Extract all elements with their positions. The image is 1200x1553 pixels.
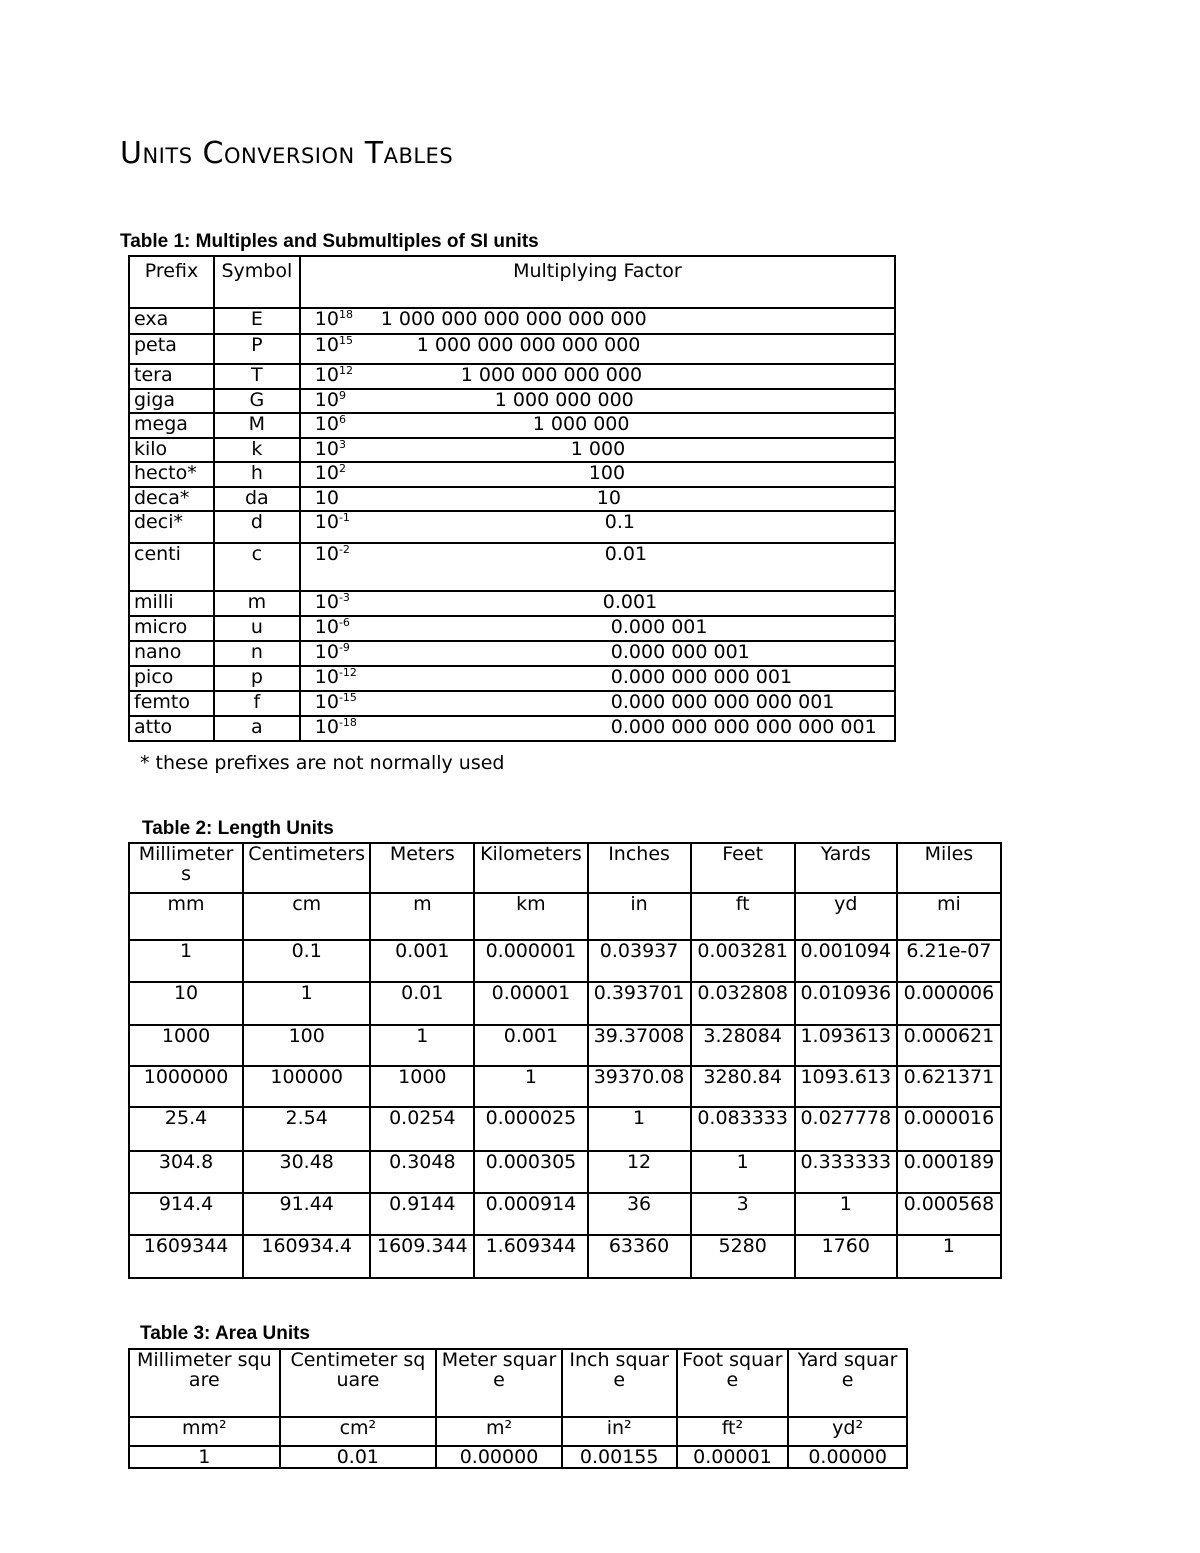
length-value-cell: 1 <box>129 940 243 982</box>
factor-cell <box>300 691 895 716</box>
length-value-cell: 0.01 <box>370 982 474 1025</box>
length-value-cell: 39.37008 <box>588 1025 691 1066</box>
factor-value: 0.000 000 000 000 001 <box>610 691 835 713</box>
table2-row <box>129 1066 1001 1107</box>
length-value-cell: 0.000025 <box>474 1107 587 1151</box>
length-value-cell: 0.001 <box>474 1025 587 1066</box>
power-exponent: -1 <box>338 511 350 524</box>
factor-cell <box>300 389 895 413</box>
table1-row <box>129 389 895 413</box>
power-exponent: 6 <box>338 413 346 426</box>
length-value-cell: 0.000568 <box>897 1193 1001 1235</box>
symbol-cell: k <box>214 438 300 462</box>
length-value-cell: 63360 <box>588 1235 691 1278</box>
table1-row <box>129 364 895 389</box>
power-base: 10 <box>314 364 339 386</box>
length-unit-header: Millimeters <box>129 843 243 893</box>
length-value-cell: 0.001094 <box>795 940 897 982</box>
prefix-cell: mega <box>129 413 214 438</box>
table2-row <box>129 1193 1001 1235</box>
area-unit-symbol: yd² <box>788 1417 907 1446</box>
factor-value: 1 000 000 000 000 000 000 <box>380 308 647 330</box>
length-unit-symbol: km <box>474 893 587 940</box>
length-value-cell: 0.393701 <box>588 982 691 1025</box>
length-value-cell: 30.48 <box>243 1151 370 1193</box>
length-unit-symbol: mi <box>897 893 1001 940</box>
power-base: 10 <box>314 487 339 509</box>
factor-cell <box>300 413 895 438</box>
table1-caption: Table 1: Multiples and Submultiples of SI units <box>120 231 539 252</box>
power-exponent: 9 <box>338 389 346 402</box>
length-value-cell: 160934.4 <box>243 1235 370 1278</box>
length-value-cell: 0.010936 <box>795 982 897 1025</box>
power-exponent: 2 <box>338 462 346 475</box>
power-of-ten <box>315 309 353 329</box>
prefix-cell: deca* <box>129 487 214 511</box>
power-exponent: -12 <box>338 666 357 679</box>
symbol-cell: u <box>214 616 300 641</box>
factor-value: 1 000 000 000 000 <box>460 364 643 386</box>
factor-value: 1 000 000 000 <box>494 389 634 411</box>
power-exponent: -18 <box>338 716 357 729</box>
table3-header-row <box>129 1349 907 1417</box>
power-base: 10 <box>314 543 339 565</box>
length-value-cell: 25.4 <box>129 1107 243 1151</box>
power-of-ten <box>315 512 350 532</box>
area-unit-header: Inch square <box>562 1349 677 1417</box>
length-value-cell: 1.609344 <box>474 1235 587 1278</box>
power-of-ten <box>315 335 353 355</box>
length-value-cell: 3.28084 <box>691 1025 795 1066</box>
power-base: 10 <box>314 716 339 738</box>
factor-cell <box>300 543 895 591</box>
power-exponent: -9 <box>338 641 350 654</box>
table1-header-prefix: Prefix <box>129 256 214 308</box>
table3-symbol-row <box>129 1417 907 1446</box>
power-of-ten <box>315 642 350 662</box>
symbol-cell: d <box>214 511 300 543</box>
length-value-cell: 1 <box>588 1107 691 1151</box>
power-of-ten <box>315 463 346 483</box>
length-value-cell: 1609344 <box>129 1235 243 1278</box>
length-value-cell: 1609.344 <box>370 1235 474 1278</box>
area-value-cell: 0.01 <box>280 1446 437 1468</box>
length-value-cell: 1 <box>243 982 370 1025</box>
power-exponent: 3 <box>338 438 346 451</box>
power-exponent: 12 <box>338 364 353 377</box>
table2-row <box>129 982 1001 1025</box>
table2-row <box>129 1235 1001 1278</box>
length-value-cell: 0.03937 <box>588 940 691 982</box>
factor-value: 0.1 <box>604 511 635 533</box>
length-value-cell: 0.000914 <box>474 1193 587 1235</box>
power-exponent: -6 <box>338 616 350 629</box>
length-unit-symbol: m <box>370 893 474 940</box>
prefix-cell: tera <box>129 364 214 389</box>
table1-row <box>129 413 895 438</box>
length-unit-symbol: yd <box>795 893 897 940</box>
length-value-cell: 10 <box>129 982 243 1025</box>
length-unit-symbol: in <box>588 893 691 940</box>
table1-row <box>129 616 895 641</box>
power-of-ten <box>315 692 357 712</box>
area-unit-header: Yard square <box>788 1349 907 1417</box>
power-of-ten <box>315 439 346 459</box>
table3-row <box>129 1446 907 1468</box>
length-value-cell: 3280.84 <box>691 1066 795 1107</box>
factor-cell <box>300 511 895 543</box>
prefix-cell: micro <box>129 616 214 641</box>
table1-row <box>129 438 895 462</box>
factor-cell <box>300 641 895 666</box>
power-exponent: -2 <box>338 543 350 556</box>
length-value-cell: 0.032808 <box>691 982 795 1025</box>
table1-row <box>129 641 895 666</box>
power-of-ten <box>315 592 350 612</box>
power-exponent: -15 <box>338 691 357 704</box>
table1-header-row <box>129 256 895 308</box>
power-exponent: -3 <box>338 591 350 604</box>
power-base: 10 <box>314 616 339 638</box>
length-value-cell: 0.000189 <box>897 1151 1001 1193</box>
length-value-cell: 0.027778 <box>795 1107 897 1151</box>
length-unit-symbol: ft <box>691 893 795 940</box>
table1-row <box>129 666 895 691</box>
length-value-cell: 1000 <box>370 1066 474 1107</box>
area-value-cell: 0.00001 <box>677 1446 789 1468</box>
power-of-ten <box>315 488 339 508</box>
area-unit-symbol: m² <box>436 1417 562 1446</box>
symbol-cell: T <box>214 364 300 389</box>
power-base: 10 <box>314 462 339 484</box>
length-value-cell: 1760 <box>795 1235 897 1278</box>
prefix-cell: milli <box>129 591 214 616</box>
factor-cell <box>300 487 895 511</box>
power-base: 10 <box>314 591 339 613</box>
length-value-cell: 3 <box>691 1193 795 1235</box>
area-value-cell: 0.00000 <box>436 1446 562 1468</box>
area-unit-header: Foot square <box>677 1349 789 1417</box>
symbol-cell: a <box>214 716 300 741</box>
area-unit-header: Meter square <box>436 1349 562 1417</box>
factor-value: 10 <box>596 487 621 509</box>
area-value-cell: 0.00155 <box>562 1446 677 1468</box>
power-base: 10 <box>314 641 339 663</box>
prefix-cell: atto <box>129 716 214 741</box>
factor-value: 0.000 000 000 000 000 001 <box>610 716 877 738</box>
prefix-cell: nano <box>129 641 214 666</box>
table2-symbol-row <box>129 893 1001 940</box>
power-of-ten <box>315 365 353 385</box>
length-value-cell: 0.000621 <box>897 1025 1001 1066</box>
factor-cell <box>300 308 895 334</box>
prefix-cell: hecto* <box>129 462 214 487</box>
length-value-cell: 0.000006 <box>897 982 1001 1025</box>
symbol-cell: M <box>214 413 300 438</box>
table1-footnote: * these prefixes are not normally used <box>140 752 505 774</box>
factor-cell <box>300 591 895 616</box>
length-value-cell: 0.621371 <box>897 1066 1001 1107</box>
length-value-cell: 91.44 <box>243 1193 370 1235</box>
symbol-cell: h <box>214 462 300 487</box>
power-exponent: 18 <box>338 308 353 321</box>
length-value-cell: 1 <box>370 1025 474 1066</box>
prefix-cell: centi <box>129 543 214 591</box>
prefix-cell: exa <box>129 308 214 334</box>
length-value-cell: 0.000016 <box>897 1107 1001 1151</box>
table2-row <box>129 1151 1001 1193</box>
symbol-cell: G <box>214 389 300 413</box>
power-of-ten <box>315 667 357 687</box>
length-value-cell: 0.333333 <box>795 1151 897 1193</box>
area-unit-symbol: cm² <box>280 1417 437 1446</box>
table2-row <box>129 940 1001 982</box>
length-value-cell: 39370.08 <box>588 1066 691 1107</box>
prefix-cell: peta <box>129 334 214 364</box>
power-base: 10 <box>314 666 339 688</box>
power-of-ten <box>315 617 350 637</box>
length-value-cell: 0.000305 <box>474 1151 587 1193</box>
si-prefix-table <box>128 255 896 742</box>
factor-value: 0.000 000 000 001 <box>610 666 793 688</box>
factor-value: 1 000 000 <box>532 413 630 435</box>
area-unit-header: Centimeter square <box>280 1349 437 1417</box>
power-base: 10 <box>314 438 339 460</box>
prefix-cell: giga <box>129 389 214 413</box>
factor-value: 0.01 <box>604 543 648 565</box>
length-unit-symbol: cm <box>243 893 370 940</box>
length-units-table <box>128 842 1002 1279</box>
prefix-cell: femto <box>129 691 214 716</box>
power-base: 10 <box>314 691 339 713</box>
factor-cell <box>300 438 895 462</box>
length-value-cell: 6.21e-07 <box>897 940 1001 982</box>
power-base: 10 <box>314 334 339 356</box>
prefix-cell: kilo <box>129 438 214 462</box>
symbol-cell: n <box>214 641 300 666</box>
power-of-ten <box>315 717 357 737</box>
length-value-cell: 0.1 <box>243 940 370 982</box>
page-title: Units Conversion Tables <box>120 136 454 171</box>
table1-row <box>129 543 895 591</box>
length-value-cell: 0.3048 <box>370 1151 474 1193</box>
factor-cell <box>300 666 895 691</box>
symbol-cell: E <box>214 308 300 334</box>
table1-row <box>129 334 895 364</box>
length-unit-header: Inches <box>588 843 691 893</box>
power-of-ten <box>315 390 346 410</box>
symbol-cell: P <box>214 334 300 364</box>
table2-caption: Table 2: Length Units <box>142 818 334 839</box>
area-value-cell: 0.00000 <box>788 1446 907 1468</box>
table2-row <box>129 1025 1001 1066</box>
length-unit-header: Feet <box>691 843 795 893</box>
length-value-cell: 0.003281 <box>691 940 795 982</box>
table1-row <box>129 487 895 511</box>
length-value-cell: 0.001 <box>370 940 474 982</box>
symbol-cell: p <box>214 666 300 691</box>
area-value-cell: 1 <box>129 1446 280 1468</box>
length-value-cell: 1000 <box>129 1025 243 1066</box>
factor-cell <box>300 616 895 641</box>
length-value-cell: 1 <box>897 1235 1001 1278</box>
table1-row <box>129 462 895 487</box>
factor-cell <box>300 334 895 364</box>
power-of-ten <box>315 414 346 434</box>
length-value-cell: 1 <box>474 1066 587 1107</box>
length-value-cell: 0.00001 <box>474 982 587 1025</box>
symbol-cell: m <box>214 591 300 616</box>
factor-value: 0.001 <box>602 591 658 613</box>
factor-value: 1 000 000 000 000 000 <box>416 334 641 356</box>
length-value-cell: 0.0254 <box>370 1107 474 1151</box>
length-value-cell: 0.000001 <box>474 940 587 982</box>
length-value-cell: 0.9144 <box>370 1193 474 1235</box>
factor-value: 0.000 000 001 <box>610 641 750 663</box>
length-unit-header: Meters <box>370 843 474 893</box>
power-base: 10 <box>314 511 339 533</box>
length-value-cell: 1 <box>691 1151 795 1193</box>
table1-row <box>129 308 895 334</box>
length-unit-header: Kilometers <box>474 843 587 893</box>
factor-value: 1 000 <box>570 438 626 460</box>
length-value-cell: 1.093613 <box>795 1025 897 1066</box>
length-value-cell: 12 <box>588 1151 691 1193</box>
power-exponent: 15 <box>338 334 353 347</box>
symbol-cell: f <box>214 691 300 716</box>
factor-cell <box>300 364 895 389</box>
length-value-cell: 36 <box>588 1193 691 1235</box>
length-value-cell: 5280 <box>691 1235 795 1278</box>
factor-value: 0.000 001 <box>610 616 708 638</box>
length-value-cell: 1000000 <box>129 1066 243 1107</box>
area-unit-header: Millimeter square <box>129 1349 280 1417</box>
table2-header-row <box>129 843 1001 893</box>
table1-header-symbol: Symbol <box>214 256 300 308</box>
length-unit-header: Yards <box>795 843 897 893</box>
length-value-cell: 100 <box>243 1025 370 1066</box>
length-unit-header: Miles <box>897 843 1001 893</box>
length-value-cell: 914.4 <box>129 1193 243 1235</box>
area-units-table <box>128 1348 908 1469</box>
length-value-cell: 1093.613 <box>795 1066 897 1107</box>
power-base: 10 <box>314 389 339 411</box>
length-value-cell: 2.54 <box>243 1107 370 1151</box>
symbol-cell: da <box>214 487 300 511</box>
length-value-cell: 304.8 <box>129 1151 243 1193</box>
table1-row <box>129 591 895 616</box>
table3-caption: Table 3: Area Units <box>140 1323 310 1344</box>
length-value-cell: 0.083333 <box>691 1107 795 1151</box>
area-unit-symbol: mm² <box>129 1417 280 1446</box>
prefix-cell: pico <box>129 666 214 691</box>
length-value-cell: 100000 <box>243 1066 370 1107</box>
length-value-cell: 1 <box>795 1193 897 1235</box>
length-unit-header: Centimeters <box>243 843 370 893</box>
table1-row <box>129 691 895 716</box>
table2-row <box>129 1107 1001 1151</box>
area-unit-symbol: ft² <box>677 1417 789 1446</box>
table1-header-factor: Multiplying Factor <box>300 256 895 308</box>
power-base: 10 <box>314 413 339 435</box>
power-of-ten <box>315 544 350 564</box>
factor-cell <box>300 716 895 741</box>
factor-cell <box>300 462 895 487</box>
prefix-cell: deci* <box>129 511 214 543</box>
factor-value: 100 <box>588 462 626 484</box>
area-unit-symbol: in² <box>562 1417 677 1446</box>
symbol-cell: c <box>214 543 300 591</box>
length-unit-symbol: mm <box>129 893 243 940</box>
table1-row <box>129 716 895 741</box>
power-base: 10 <box>314 308 339 330</box>
table1-row <box>129 511 895 543</box>
